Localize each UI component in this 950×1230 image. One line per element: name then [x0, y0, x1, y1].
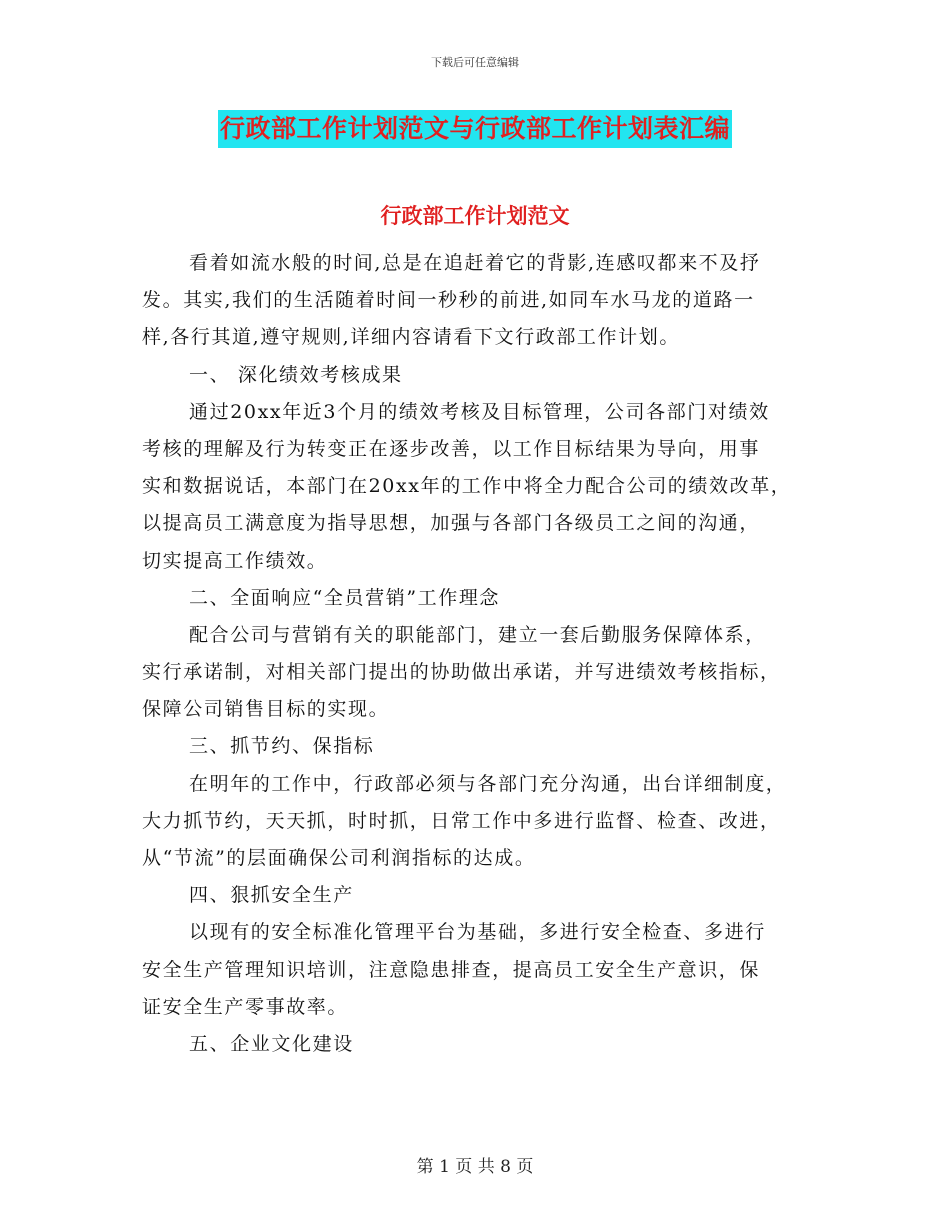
body-line: 实和数据说话，本部门在20xx年的工作中将全力配合公司的绩效改革，: [142, 475, 792, 498]
header-note: 下载后可任意编辑: [431, 56, 519, 69]
body-line: 实行承诺制，对相关部门提出的协助做出承诺，并写进绩效考核指标，: [142, 661, 781, 684]
body-line: 通过20xx年近3个月的绩效考核及目标管理，公司各部门对绩效: [189, 400, 770, 423]
document-title-wrap: [0, 110, 950, 148]
body-line: 四、狠抓安全生产: [189, 884, 354, 907]
body-line: 二、全面响应“全员营销”工作理念: [189, 586, 501, 609]
body-line: 一、 深化绩效考核成果: [189, 363, 403, 386]
body-line: 大力抓节约，天天抓，时时抓，日常工作中多进行监督、检查、改进，: [142, 809, 781, 832]
body-line: 安全生产管理知识培训，注意隐患排查，提高员工安全生产意识，保: [142, 958, 761, 981]
body-line: 保障公司销售目标的实现。: [142, 698, 390, 721]
body-line: 五、企业文化建设: [189, 1032, 354, 1055]
body-line: 考核的理解及行为转变正在逐步改善，以工作目标结果为导向，用事: [142, 437, 761, 460]
body-line: 发。其实,我们的生活随着时间一秒秒的前进,如同车水马龙的道路一: [142, 289, 755, 312]
body-line: 以现有的安全标准化管理平台为基础，多进行安全检查、多进行: [189, 921, 766, 944]
body-line: 看着如流水般的时间,总是在追赶着它的背影,连感叹都来不及抒: [189, 252, 761, 274]
page-footer: 第 1 页 共 8 页: [416, 1157, 534, 1177]
body-line: 配合公司与营销有关的职能部门，建立一套后勤服务保障体系，: [189, 623, 766, 646]
document-body: [142, 245, 822, 1063]
body-line: 在明年的工作中，行政部必须与各部门充分沟通，出台详细制度，: [189, 772, 787, 795]
body-line: 样,各行其道,遵守规则,详细内容请看下文行政部工作计划。: [142, 326, 680, 349]
body-line: 以提高员工满意度为指导思想，加强与各部门各级员工之间的沟通，: [142, 512, 761, 535]
body-line: 证安全生产零事故率。: [142, 995, 349, 1018]
body-line: 切实提高工作绩效。: [142, 549, 328, 572]
body-line: 三、抓节约、保指标: [189, 735, 375, 758]
body-line: 从“节流”的层面确保公司利润指标的达成。: [142, 847, 536, 869]
document-title: 行政部工作计划范文与行政部工作计划表汇编: [218, 110, 732, 148]
section-title: 行政部工作计划范文: [380, 204, 570, 228]
